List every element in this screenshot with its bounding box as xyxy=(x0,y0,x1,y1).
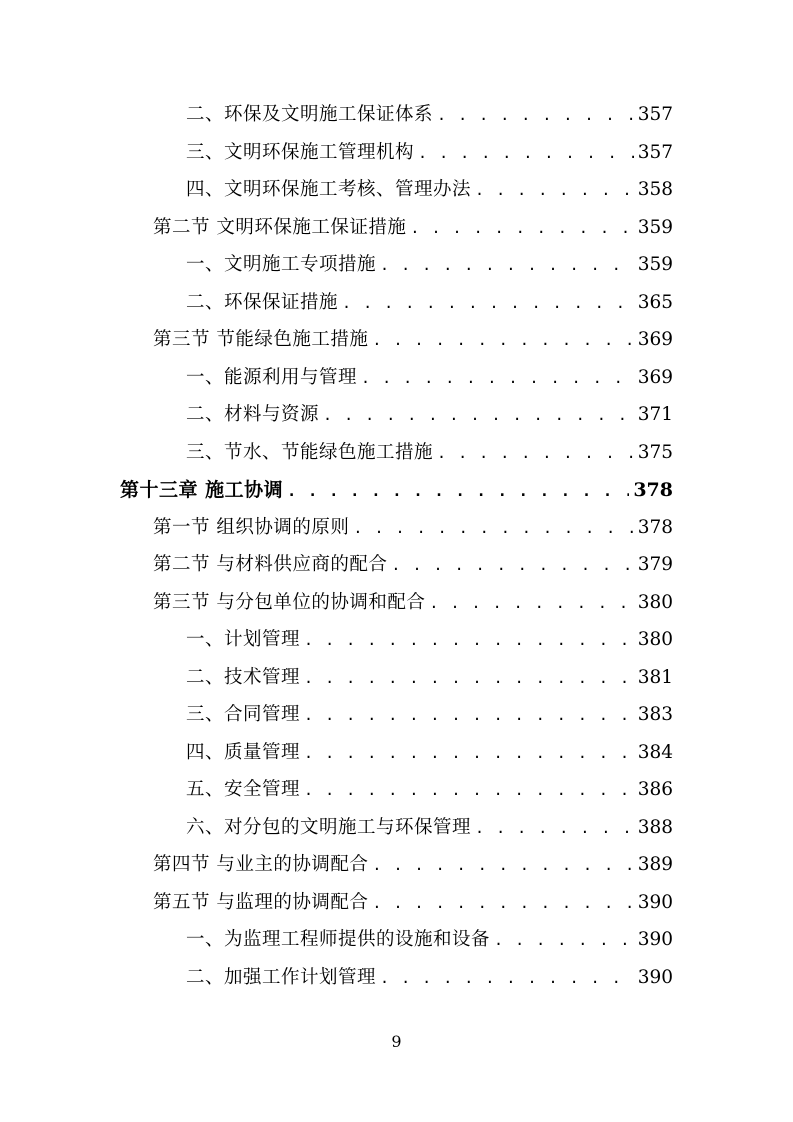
toc-entry-title: 第二节 文明环保施工保证措施 xyxy=(153,216,407,238)
toc-entry-title: 第三节 节能绿色施工措施 xyxy=(153,329,369,350)
toc-entry-page: 379 xyxy=(637,554,673,575)
dot-leader xyxy=(475,813,634,843)
dot-leader xyxy=(361,363,634,393)
toc-entry-page: 358 xyxy=(637,179,673,200)
toc-entry-title: 二、环保保证措施 xyxy=(186,291,339,313)
dot-leader xyxy=(372,325,633,355)
dot-leader xyxy=(304,625,634,655)
toc-entry-title: 三、节水、节能绿色施工措施 xyxy=(186,441,434,463)
toc-entry[interactable] xyxy=(120,475,673,505)
toc-entry[interactable] xyxy=(153,888,673,918)
toc-entry-page: 357 xyxy=(637,104,673,125)
toc-entry-page: 369 xyxy=(637,329,673,350)
toc-entry-title: 一、计划管理 xyxy=(186,629,301,650)
toc-entry-title: 五、安全管理 xyxy=(186,779,301,800)
toc-entry-page: 390 xyxy=(637,891,673,913)
dot-leader xyxy=(372,850,633,880)
toc-entry[interactable] xyxy=(186,100,673,130)
page-number: 9 xyxy=(391,1032,402,1051)
toc-entry[interactable] xyxy=(186,288,673,318)
dot-leader xyxy=(437,100,634,130)
toc-entry[interactable] xyxy=(153,550,673,580)
toc-entry-title: 一、能源利用与管理 xyxy=(186,366,358,388)
toc-entry-page: 390 xyxy=(637,929,673,950)
toc-entry-title: 二、材料与资源 xyxy=(186,404,320,425)
toc-entry[interactable] xyxy=(186,363,673,393)
toc-entry-page: 380 xyxy=(637,591,673,613)
toc-entry[interactable] xyxy=(153,325,673,355)
dot-leader xyxy=(391,550,633,580)
toc-entry-page: 383 xyxy=(637,704,673,725)
toc-entry[interactable] xyxy=(186,775,673,805)
toc-entry-page: 357 xyxy=(637,141,673,163)
toc-entry-title: 四、质量管理 xyxy=(186,741,301,763)
dot-leader xyxy=(323,400,634,430)
dot-leader xyxy=(437,438,634,468)
toc-entry-page: 365 xyxy=(637,291,673,313)
dot-leader xyxy=(353,513,633,543)
dot-leader xyxy=(380,963,634,993)
toc-entry-title: 二、加强工作计划管理 xyxy=(186,966,377,988)
dot-leader xyxy=(475,175,634,205)
dot-leader xyxy=(342,288,634,318)
toc-entry-title: 二、技术管理 xyxy=(186,666,301,688)
toc-entry-page: 371 xyxy=(637,404,673,425)
toc-entry[interactable] xyxy=(153,513,673,543)
dot-leader xyxy=(418,138,634,168)
toc-entry-title: 二、环保及文明施工保证体系 xyxy=(186,104,434,125)
toc-entry-page: 369 xyxy=(637,366,673,388)
toc-entry[interactable] xyxy=(153,213,673,243)
toc-entry[interactable] xyxy=(186,700,673,730)
toc-entry-title: 三、合同管理 xyxy=(186,704,301,725)
dot-leader xyxy=(304,738,634,768)
toc-entry[interactable] xyxy=(186,138,673,168)
toc-entry-title: 第一节 组织协调的原则 xyxy=(153,516,350,538)
toc-entry[interactable] xyxy=(186,963,673,993)
dot-leader xyxy=(410,213,633,243)
toc-entry[interactable] xyxy=(186,625,673,655)
toc-entry-page: 388 xyxy=(637,816,673,838)
toc-entry-title: 六、对分包的文明施工与环保管理 xyxy=(186,816,472,838)
toc-entry[interactable] xyxy=(186,250,673,280)
toc-entry-title: 第五节 与监理的协调配合 xyxy=(153,891,369,913)
toc-entry-title: 一、文明施工专项措施 xyxy=(186,254,377,275)
toc-entry-page: 378 xyxy=(633,479,673,501)
toc-entry[interactable] xyxy=(186,925,673,955)
toc-entry[interactable] xyxy=(186,400,673,430)
toc-entry-page: 384 xyxy=(637,741,673,763)
toc-entry-title: 第十三章 施工协调 xyxy=(120,479,284,501)
dot-leader xyxy=(304,775,634,805)
toc-entry-title: 第四节 与业主的协调配合 xyxy=(153,854,369,875)
toc-entry-page: 389 xyxy=(637,854,673,875)
dot-leader xyxy=(304,663,634,693)
toc-entry-page: 381 xyxy=(637,666,673,688)
toc-entry[interactable] xyxy=(153,850,673,880)
toc-entry-page: 390 xyxy=(637,966,673,988)
toc-entry[interactable] xyxy=(186,438,673,468)
toc-entry-title: 一、为监理工程师提供的设施和设备 xyxy=(186,929,491,950)
dot-leader xyxy=(372,888,633,918)
toc-entry-title: 第二节 与材料供应商的配合 xyxy=(153,554,388,575)
dot-leader xyxy=(287,476,629,506)
toc-entry[interactable] xyxy=(186,175,673,205)
toc-entry[interactable] xyxy=(186,738,673,768)
toc-entry[interactable] xyxy=(153,588,673,618)
toc-entry-page: 378 xyxy=(637,516,673,538)
dot-leader xyxy=(429,588,633,618)
dot-leader xyxy=(304,700,634,730)
toc-entry-title: 三、文明环保施工管理机构 xyxy=(186,141,415,163)
toc-entry-page: 386 xyxy=(637,779,673,800)
toc-entry-page: 380 xyxy=(637,629,673,650)
toc-entry[interactable] xyxy=(186,813,673,843)
toc-entry-page: 359 xyxy=(637,216,673,238)
toc-entry-title: 第三节 与分包单位的协调和配合 xyxy=(153,591,426,613)
dot-leader xyxy=(494,925,634,955)
toc-entry-page: 375 xyxy=(637,441,673,463)
toc-entry[interactable] xyxy=(186,663,673,693)
toc-entry-page: 359 xyxy=(637,254,673,275)
dot-leader xyxy=(380,250,634,280)
toc-entry-title: 四、文明环保施工考核、管理办法 xyxy=(186,179,472,200)
